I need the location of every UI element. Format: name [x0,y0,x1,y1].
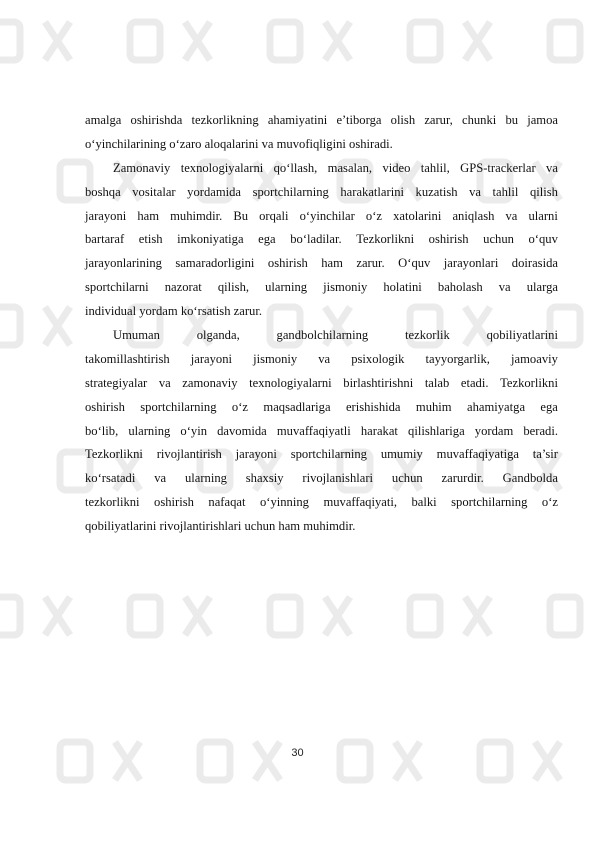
word: jarayonlari [443,256,499,271]
word: zarur, [424,113,453,127]
word: zarur. [356,256,385,271]
text-line [85,467,558,491]
word: ularning [128,423,171,438]
text-line [85,491,558,515]
word: kuzatish [415,184,458,199]
word: O‘quv [398,256,431,271]
body-text [85,109,558,539]
word: bo‘ladilar. [290,232,342,247]
word: muhim [415,399,452,414]
word: sportchilarning [140,399,217,414]
word: oshirish [85,399,125,414]
word: Umuman [113,328,160,343]
word: jismoniy [253,351,298,366]
word: xatolarini [393,208,442,223]
text-line [85,276,558,300]
word: amalga [85,113,122,127]
text-line [85,420,558,444]
word: samaradorligini [175,256,255,271]
word: Tezkorlikni [85,447,143,462]
text-line [85,109,558,133]
word: o‘quv [528,232,558,247]
word: muvaffaqiyatiga [436,447,519,462]
word: doirasida [511,256,558,271]
word: olganda, [196,328,240,343]
word: uchun [391,471,423,486]
word: jarayonlarining [85,256,162,271]
word: gandbolchilarning [276,328,369,343]
word: baholash [437,280,483,295]
word: o‘yin [180,423,207,438]
word: o‘z [365,208,383,223]
word: muvaffaqiyatli [276,423,351,438]
word: va [154,471,167,486]
word: muhimdir. [170,208,223,223]
word: oshirishda [130,113,183,127]
word: qo‘llash, [273,160,318,175]
word: o‘z [541,495,558,510]
text-line [85,157,558,181]
word: ularning [184,471,227,486]
word: qobiliyatlarini [486,328,558,343]
word: ahamiyatini [267,113,328,127]
text-line [85,443,558,467]
word: qilishlariga [408,423,465,438]
word: ham [321,256,343,271]
word: ham [137,208,160,223]
word: aniqlash [452,208,495,223]
word: birlashtirishni [343,375,414,390]
word: nazorat [164,280,202,295]
word: Tezkorlikni [500,375,558,390]
word: ega [258,232,276,247]
word: tayyorgarlik, [425,351,490,366]
word: tahlil, [420,160,450,175]
word: jarayoni [85,208,127,223]
word: tahlil [492,184,519,199]
word: harakat [360,423,398,438]
word: nafaqat [208,495,246,510]
word: video [382,160,411,175]
word: ahamiyatga [466,399,526,414]
word: va [318,351,331,366]
word: Zamonaviy [113,160,171,175]
word: oshirish [267,256,308,271]
word: Tezkorlikni [356,232,415,247]
word: oshirish [428,232,469,247]
word: tezkorlikni [85,495,140,510]
text-line [85,396,558,420]
word: yordamida [187,184,242,199]
word: bartaraf [85,232,125,247]
word: takomillashtirish [85,351,170,366]
word: etish [138,232,163,247]
word: GPS-trackerlar [460,160,536,175]
word: strategiyalar [85,375,148,390]
word: qilish [529,184,558,199]
word: ularga [526,280,558,295]
word: va [546,160,558,175]
word: tezkorlikning [191,113,259,127]
word: sportchilarni [85,280,149,295]
word: muvaffaqiyati, [323,495,397,510]
word: Gandbolda [502,471,558,486]
word: boshqa [85,184,121,199]
word: sportchilarning [290,447,367,462]
word: uchun [483,232,514,247]
text-line: individual yordam ko‘rsatish zarur. [85,304,262,319]
word: umumiy [380,447,423,462]
word: rivojlantirish [156,447,222,462]
word: qilish, [217,280,250,295]
word: zamonaviy [182,375,238,390]
word: o‘z [231,399,249,414]
word: balki [411,495,437,510]
word: va [505,208,518,223]
word: oshirish [154,495,194,510]
word: zarurdir. [441,471,484,486]
word: o‘yinchilar [299,208,355,223]
word: tezkorlik [405,328,450,343]
word: etadi. [460,375,489,390]
word: ega [540,399,558,414]
word: erishishida [345,399,401,414]
text-line [85,324,558,348]
page-number: 30 [291,747,304,759]
word: va [498,280,511,295]
word: chunki [462,113,497,127]
word: bu [505,113,519,127]
word: holatini [383,280,422,295]
word: maqsadlariga [263,399,331,414]
word: sportchilarning [252,184,329,199]
text-line [85,372,558,396]
word: ko‘rsatadi [85,471,136,486]
word: ularning [265,280,308,295]
text-line [85,348,558,372]
text-line: qobiliyatlarini rivojlantirishlari uchun ham muhimdir. [85,519,356,534]
word: texnologiyalarni [180,160,264,175]
word: sportchilarning [451,495,528,510]
word: masalan, [327,160,373,175]
word: bo‘lib, [85,423,119,438]
text-line [85,228,558,252]
text-line [85,205,558,229]
word: rivojlanishlari [302,471,374,486]
word: va [469,184,481,199]
word: jamoaviy [511,351,558,366]
text-line: o‘yinchilarining o‘zaro aloqalarini va muvofiqligini oshiradi. [85,136,393,151]
word: jarayoni [190,351,232,366]
word: e’tiborga [336,113,382,127]
word: jismoniy [323,280,368,295]
word: texnologiyalarni [249,375,332,390]
word: ta’sir [532,447,558,462]
text-line [85,181,558,205]
word: o‘yinning [259,495,309,510]
word: beradi. [523,423,558,438]
word: talab [424,375,450,390]
word: orqali [259,208,289,223]
word: jamoa [527,113,558,127]
word: shaxsiy [245,471,284,486]
word: jarayoni [235,447,277,462]
word: vositalar [132,184,176,199]
word: Bu [233,208,249,223]
word: yordam [474,423,514,438]
text-line [85,252,558,276]
word: va [158,375,171,390]
word: davomida [217,423,267,438]
word: imkoniyatiga [177,232,244,247]
word: harakatlarini [340,184,404,199]
word: ularni [528,208,558,223]
word: olish [390,113,416,127]
word: psixologik [351,351,405,366]
